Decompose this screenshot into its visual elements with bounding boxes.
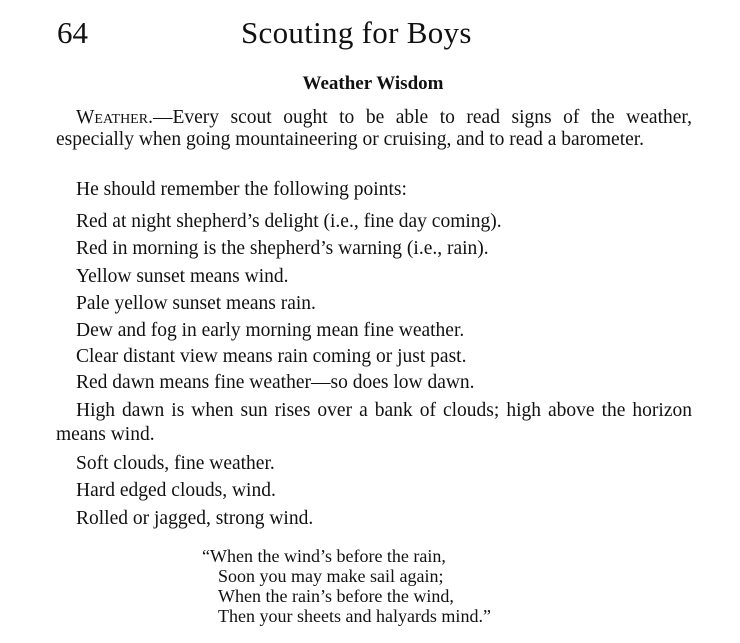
dawn-point: High dawn is when sun rises over a bank of clouds; high above the horizon means wind. — [56, 400, 692, 445]
intro-text: —Every scout ought to be able to read signs of the weather, especially when going mountaineering or cruising, and to read a barometer. — [56, 107, 692, 150]
verse-line: When the rain’s before the wind, — [218, 586, 454, 606]
weather-point: Red dawn means fine weather—so does low dawn. — [76, 372, 475, 393]
cloud-point: Rolled or jagged, strong wind. — [76, 508, 314, 529]
weather-point: Clear distant view means rain coming or just past. — [76, 346, 467, 367]
weather-point: Yellow sunset means wind. — [76, 266, 289, 287]
cloud-point: Soft clouds, fine weather. — [76, 453, 275, 474]
section-title: Weather Wisdom — [302, 73, 444, 94]
weather-verse — [202, 546, 491, 626]
weather-point: Pale yellow sunset means rain. — [76, 293, 316, 314]
intro-lead-word: Weather. — [76, 107, 153, 128]
page-number: 64 — [57, 15, 88, 50]
cloud-point: Hard edged clouds, wind. — [76, 480, 276, 501]
verse-line: Soon you may make sail again; — [218, 566, 444, 586]
page-header — [0, 10, 740, 54]
remember-line: He should remember the following points: — [76, 179, 407, 200]
running-title: Scouting for Boys — [241, 15, 472, 50]
weather-point: Dew and fog in early morning mean fine weather. — [76, 320, 465, 341]
weather-point: Red in morning is the shepherd’s warning (i.e., rain). — [76, 238, 489, 259]
intro-paragraph — [56, 107, 692, 151]
verse-line: “When the wind’s before the rain, — [202, 546, 446, 566]
weather-point: Red at night shepherd’s delight (i.e., fine day coming). — [76, 211, 502, 232]
verse-line: Then your sheets and halyards mind.” — [218, 606, 491, 626]
